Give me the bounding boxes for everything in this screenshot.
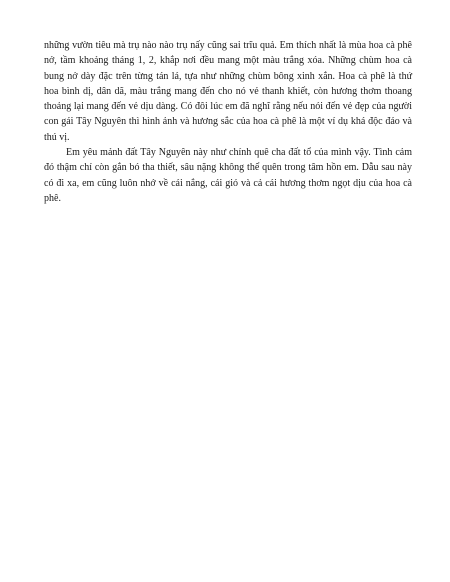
paragraph-coffee-flowers: những vườn tiêu mà trụ nào nào trụ nấy cũng sai trĩu quả. Em thích nhất là mùa hoa cà phê nở, tầm khoảng tháng 1, 2, khắp nơi đều mang một màu trắng xóa. Những chùm hoa cà bung nở dày đặc trên từng tán lá, tựa như những chùm bông xinh xắn. Hoa cà phê là thứ hoa bình dị, dân dã, màu trắng mang đến cho nó vẻ thanh khiết, còn hương thơm thoang thoảng lại mang đến vẻ dịu dàng. Có đôi lúc em đã nghĩ rằng nếu nói đến vẻ đẹp của người con gái Tây Nguyên thì hình ảnh và hương sắc của hoa cà phê là một ví dụ khá độc đáo và thú vị. bbox=[44, 40, 412, 143]
document-body bbox=[44, 38, 412, 206]
paragraph-love-for-highlands: Em yêu mảnh đất Tây Nguyên này như chính quê cha đất tổ của mình vậy. Tình cảm đó thậm chí còn gắn bó tha thiết, sâu nặng không thể quên trong tâm hồn em. Dẫu sau này có đi xa, em cũng luôn nhớ về cái nắng, cái gió và cả cái hương thơm ngọt dịu của hoa cà phê. bbox=[44, 147, 412, 204]
